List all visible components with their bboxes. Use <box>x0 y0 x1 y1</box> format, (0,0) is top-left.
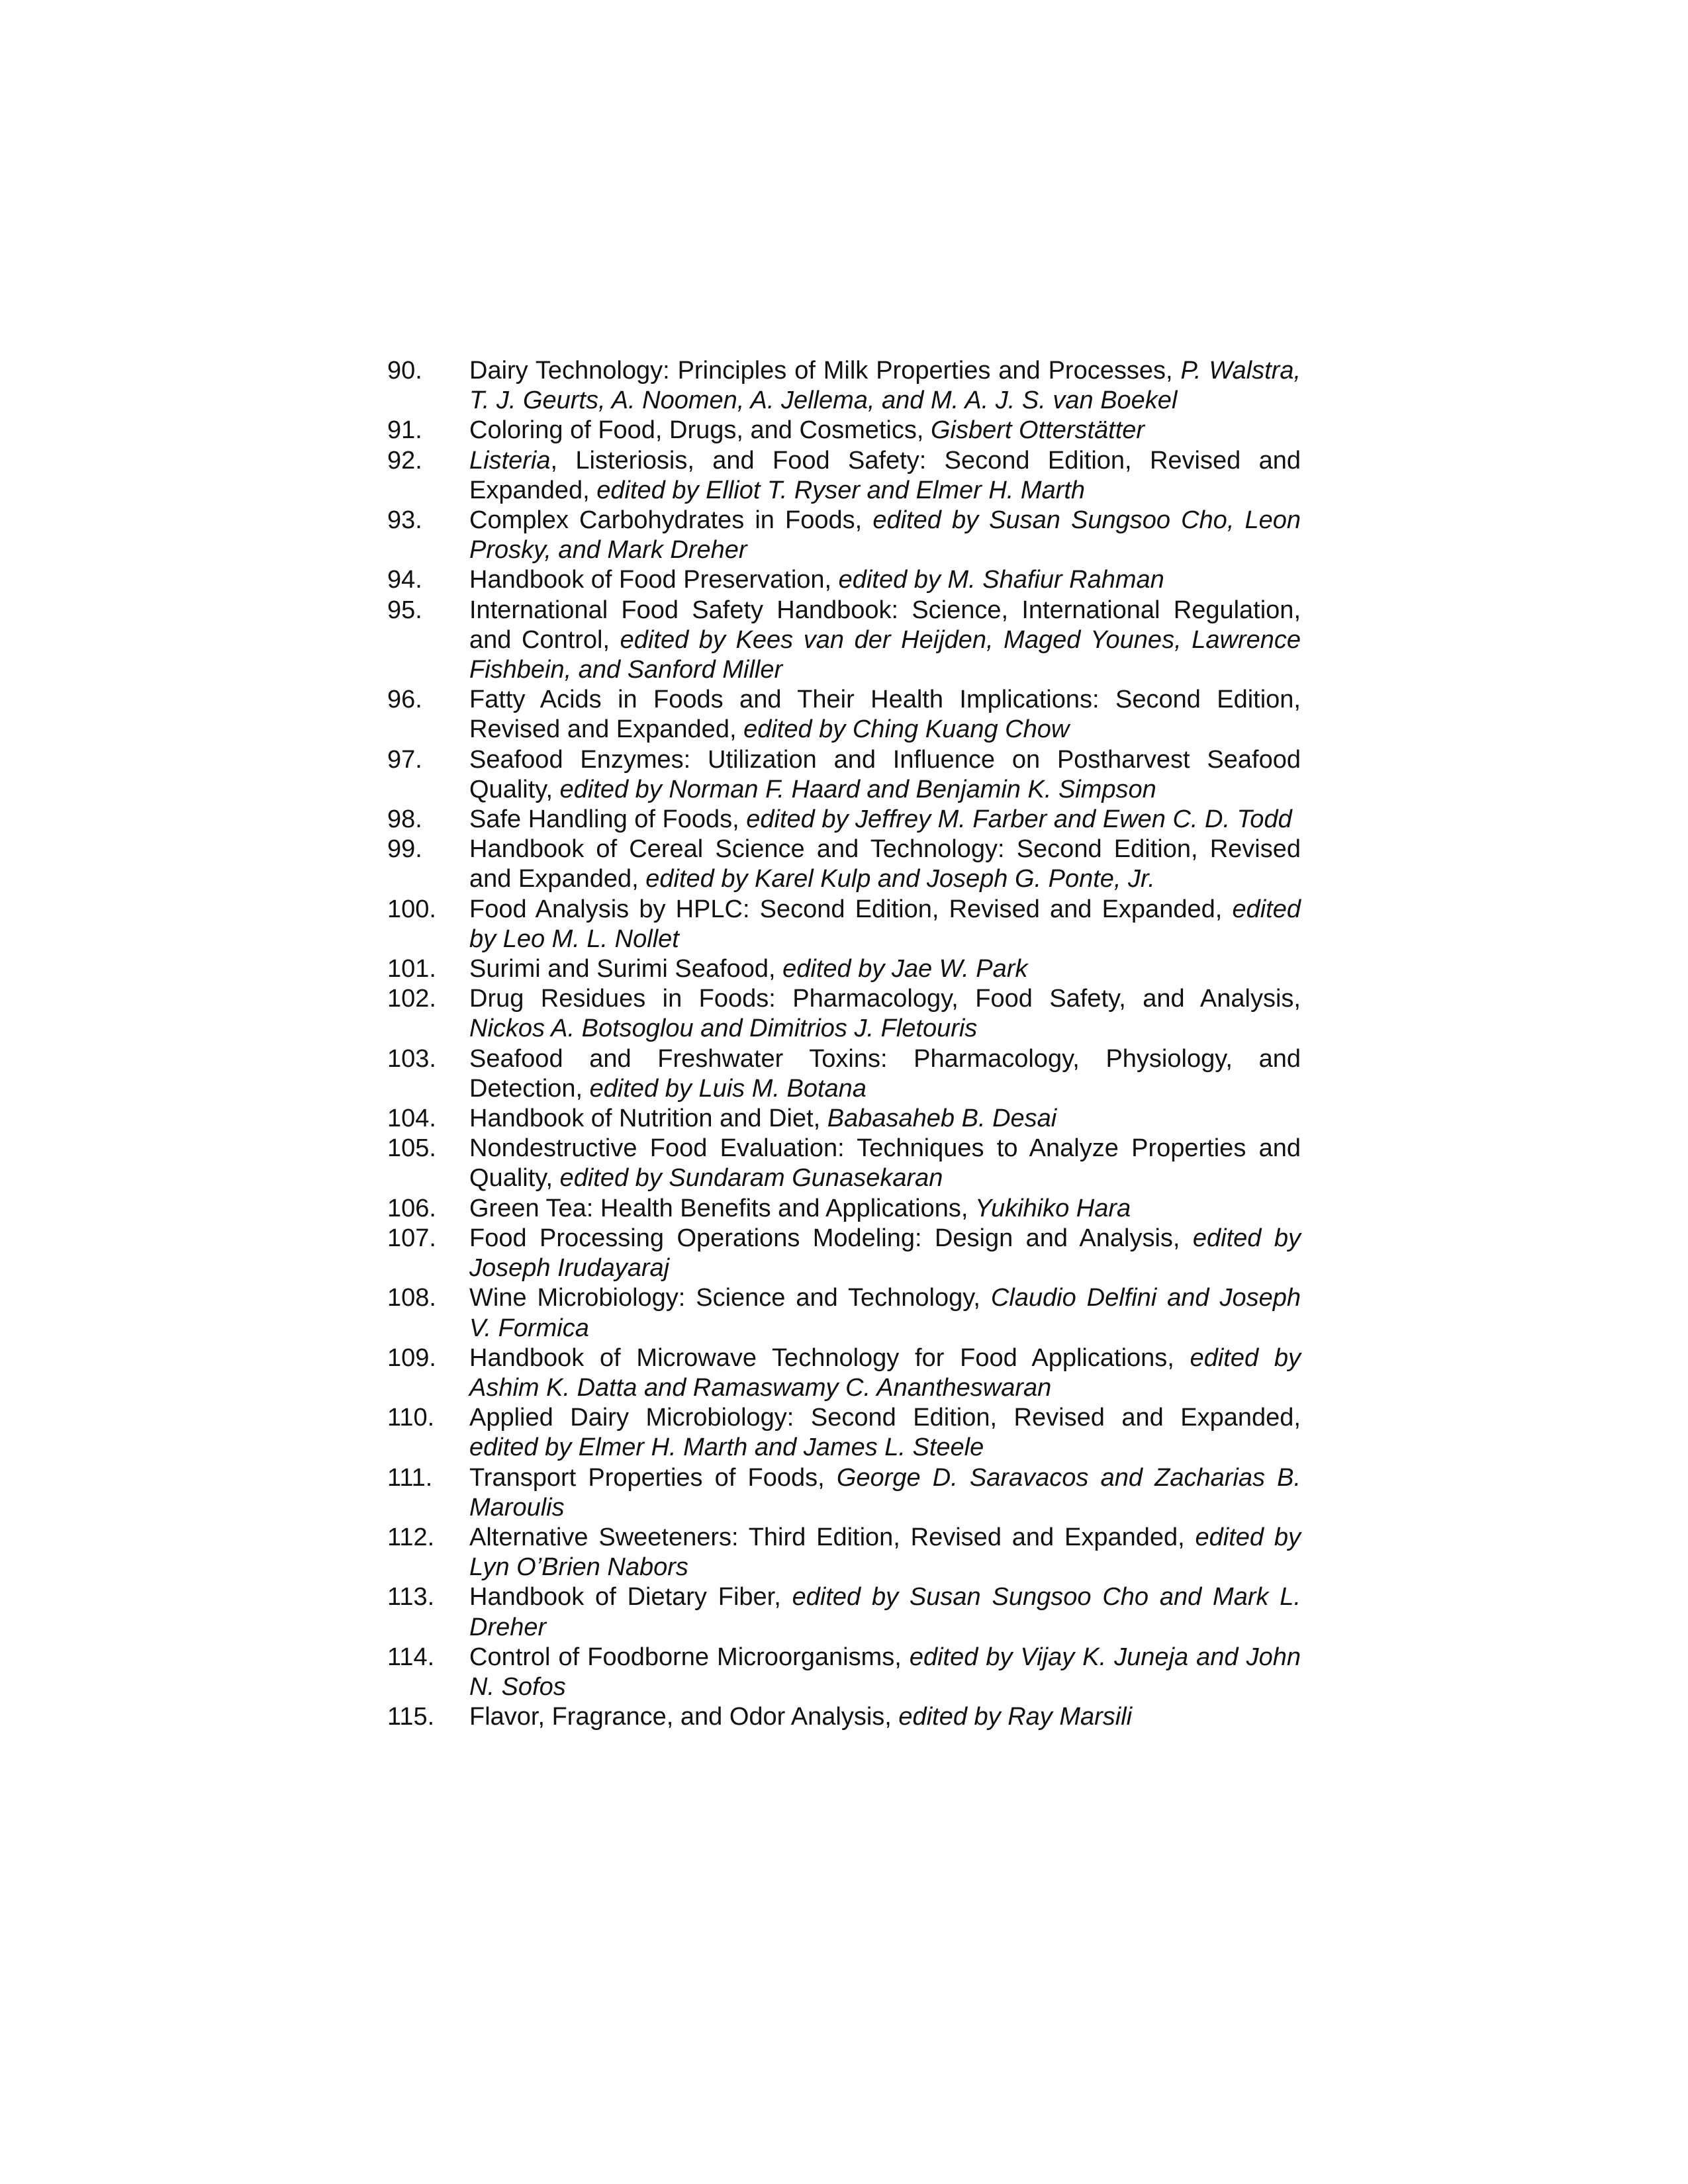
entry-credit: Yukihiko Hara <box>975 1194 1131 1222</box>
book-series-list <box>387 356 1301 1732</box>
entry-credit: edited by Sundaram Gunasekaran <box>559 1164 943 1193</box>
list-item <box>387 1463 1301 1523</box>
entry-title: Seafood and Freshwater Toxins: Pharmacology, Physiology, and Detection, <box>469 1044 1301 1103</box>
entry-text <box>469 1403 1301 1463</box>
entry-title: Drug Residues in Foods: Pharmacology, Food Safety, and Analysis, <box>469 985 1301 1013</box>
list-item <box>387 745 1301 805</box>
entry-title: Complex Carbohydrates in Foods, <box>469 506 863 535</box>
entry-text <box>469 1194 1301 1224</box>
entry-credit: edited by Norman F. Haard and Benjamin K. Simpson <box>559 775 1156 803</box>
entry-number: 103. <box>387 1044 436 1073</box>
entry-title-rest: , Listeriosis, and Food Safety: Second Edition, Revised and Expanded, <box>469 446 1301 504</box>
list-item <box>387 1702 1301 1732</box>
entry-number: 92. <box>387 446 422 475</box>
entry-credit: edited by Kees van der Heijden, Maged Younes, Lawrence Fishbein, and Sanford Miller <box>469 625 1301 684</box>
entry-title: Handbook of Nutrition and Diet, <box>469 1105 821 1133</box>
list-item <box>387 1044 1301 1104</box>
entry-title: Handbook of Dietary Fiber, <box>469 1583 781 1612</box>
entry-number: 107. <box>387 1224 436 1252</box>
entry-text <box>469 1134 1301 1193</box>
entry-number: 95. <box>387 596 422 624</box>
list-item <box>387 446 1301 506</box>
entry-credit: edited by Ray Marsili <box>898 1703 1133 1731</box>
entry-title: Coloring of Food, Drugs, and Cosmetics, <box>469 416 924 445</box>
entry-credit: edited by Lyn O’Brien Nabors <box>469 1523 1301 1582</box>
entry-number: 90. <box>387 357 422 385</box>
entry-text <box>469 446 1301 506</box>
list-item <box>387 1582 1301 1642</box>
entry-number: 112. <box>387 1523 435 1551</box>
entry-credit: Gisbert Otterstätter <box>930 416 1145 445</box>
entry-number: 94. <box>387 566 422 594</box>
entry-text <box>469 1643 1301 1702</box>
entry-title: Applied Dairy Microbiology: Second Edition, Revised and Expanded, <box>469 1404 1301 1432</box>
entry-number: 114. <box>387 1643 435 1671</box>
entry-title: Handbook of Microwave Technology for Food Applications, <box>469 1343 1174 1372</box>
entry-text <box>469 1104 1301 1134</box>
list-item <box>387 416 1301 445</box>
entry-text <box>469 1702 1301 1732</box>
list-item <box>387 984 1301 1044</box>
list-item <box>387 356 1301 416</box>
entry-title-italic: Listeria <box>469 446 551 475</box>
entry-number: 110. <box>387 1404 435 1432</box>
entry-text <box>469 356 1301 416</box>
list-item <box>387 1224 1301 1283</box>
entry-text <box>469 805 1301 835</box>
list-item <box>387 1104 1301 1134</box>
entry-credit: edited by Karel Kulp and Joseph G. Ponte, Jr. <box>645 865 1155 893</box>
entry-title: Handbook of Cereal Science and Technology: Second Edition, Revised and Expanded, <box>469 835 1301 893</box>
list-item <box>387 506 1301 565</box>
entry-title: Nondestructive Food Evaluation: Techniques to Analyze Properties and Quality, <box>469 1134 1301 1193</box>
entry-credit: edited by Susan Sungsoo Cho and Mark L. Dreher <box>469 1583 1301 1641</box>
list-item <box>387 1134 1301 1193</box>
list-item <box>387 565 1301 595</box>
entry-title: Safe Handling of Foods, <box>469 805 739 834</box>
entry-title: International Food Safety Handbook: Science, International Regulation, and Control, <box>469 596 1301 654</box>
entry-number: 99. <box>387 835 422 864</box>
entry-number: 109. <box>387 1343 436 1372</box>
list-item <box>387 1523 1301 1582</box>
list-item <box>387 596 1301 686</box>
entry-text <box>469 1582 1301 1642</box>
entry-text <box>469 416 1301 445</box>
entry-credit: edited by Ching Kuang Chow <box>743 715 1070 744</box>
entry-credit: edited by Elmer H. Marth and James L. Steele <box>469 1433 984 1462</box>
entry-title: Food Processing Operations Modeling: Design and Analysis, <box>469 1224 1180 1252</box>
entry-number: 113. <box>387 1583 435 1612</box>
entry-text <box>469 1283 1301 1343</box>
entry-number: 105. <box>387 1134 436 1163</box>
entry-credit: edited by Vijay K. Juneja and John N. Sofos <box>469 1643 1301 1701</box>
list-item <box>387 1283 1301 1343</box>
list-item <box>387 685 1301 745</box>
list-item <box>387 954 1301 984</box>
entry-title: Wine Microbiology: Science and Technology, <box>469 1284 980 1312</box>
entry-text <box>469 835 1301 894</box>
list-item <box>387 1403 1301 1463</box>
entry-number: 102. <box>387 985 436 1013</box>
entry-number: 91. <box>387 416 422 445</box>
list-item <box>387 1343 1301 1403</box>
list-item <box>387 1194 1301 1224</box>
entry-number: 97. <box>387 745 422 774</box>
entry-number: 93. <box>387 506 422 535</box>
entry-title: Food Analysis by HPLC: Second Edition, Revised and Expanded, <box>469 895 1223 923</box>
entry-credit: edited by Ashim K. Datta and Ramaswamy C. Anantheswaran <box>469 1343 1301 1402</box>
entry-credit: edited by Jae W. Park <box>782 955 1028 983</box>
entry-title: Fatty Acids in Foods and Their Health Implications: Second Edition, Revised and Expanded, <box>469 686 1301 744</box>
entry-text <box>469 745 1301 805</box>
list-item <box>387 895 1301 954</box>
entry-title: Flavor, Fragrance, and Odor Analysis, <box>469 1703 892 1731</box>
entry-title: Surimi and Surimi Seafood, <box>469 955 776 983</box>
list-item <box>387 805 1301 835</box>
entry-text <box>469 685 1301 745</box>
entry-credit: edited by M. Shafiur Rahman <box>838 566 1164 594</box>
entry-text <box>469 1343 1301 1403</box>
entry-text <box>469 565 1301 595</box>
entry-number: 100. <box>387 895 436 923</box>
entry-credit: edited by Elliot T. Ryser and Elmer H. Marth <box>596 476 1086 504</box>
entry-number: 98. <box>387 805 422 834</box>
entry-title: Control of Foodborne Microorganisms, <box>469 1643 902 1671</box>
entry-title: Alternative Sweeteners: Third Edition, Revised and Expanded, <box>469 1523 1185 1551</box>
entry-number: 101. <box>387 955 436 983</box>
entry-credit: P. Walstra, T. J. Geurts, A. Noomen, A. Jellema, and M. A. J. S. van Boekel <box>469 357 1301 415</box>
entry-credit: Claudio Delfini and Joseph V. Formica <box>469 1284 1301 1342</box>
entry-credit: edited by Luis M. Botana <box>589 1074 867 1103</box>
entry-title: Handbook of Food Preservation, <box>469 566 832 594</box>
entry-credit: George D. Saravacos and Zacharias B. Maroulis <box>469 1463 1301 1522</box>
entry-text <box>469 1523 1301 1582</box>
entry-text <box>469 596 1301 686</box>
entry-credit: edited by Jeffrey M. Farber and Ewen C. D. Todd <box>746 805 1292 834</box>
entry-title: Green Tea: Health Benefits and Applications, <box>469 1194 968 1222</box>
entry-credit: edited by Joseph Irudayaraj <box>469 1224 1301 1283</box>
entry-title: Seafood Enzymes: Utilization and Influence on Postharvest Seafood Quality, <box>469 745 1301 803</box>
entry-credit: Babasaheb B. Desai <box>827 1105 1057 1133</box>
entry-text <box>469 954 1301 984</box>
entry-title: Transport Properties of Foods, <box>469 1463 825 1492</box>
entry-credit: Nickos A. Botsoglou and Dimitrios J. Fletouris <box>469 1015 978 1043</box>
entry-number: 96. <box>387 686 422 714</box>
entry-text <box>469 506 1301 565</box>
entry-credit: edited by Leo M. L. Nollet <box>469 895 1301 953</box>
entry-title: Dairy Technology: Principles of Milk Properties and Processes, <box>469 357 1173 385</box>
entry-number: 111. <box>387 1463 433 1492</box>
entry-text <box>469 1224 1301 1283</box>
list-item <box>387 835 1301 894</box>
entry-number: 106. <box>387 1194 436 1222</box>
entry-text <box>469 984 1301 1044</box>
list-item <box>387 1643 1301 1702</box>
entry-credit: edited by Susan Sungsoo Cho, Leon Prosky, and Mark Dreher <box>469 506 1301 565</box>
entry-text <box>469 1463 1301 1523</box>
entry-number: 115. <box>387 1703 435 1731</box>
entry-text <box>469 895 1301 954</box>
entry-number: 108. <box>387 1284 436 1312</box>
entry-text <box>469 1044 1301 1104</box>
entry-number: 104. <box>387 1105 436 1133</box>
